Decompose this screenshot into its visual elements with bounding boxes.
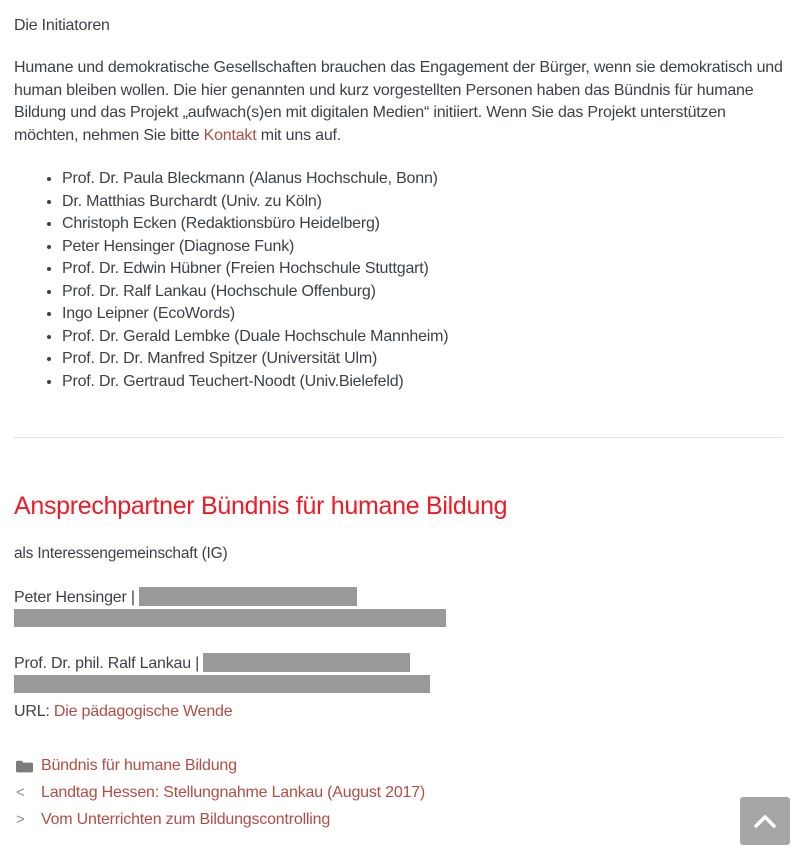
contact-ralf-lankau [14,653,783,697]
contact-peter-hensinger [14,587,783,631]
contact-name: Peter Hensinger | [14,589,135,606]
category-row [16,755,783,777]
post-footer-meta [16,755,783,831]
next-post-row [16,809,783,831]
chevron-right-icon: > [16,811,25,828]
intro-paragraph-after: mit uns auf. [256,126,342,144]
url-line [14,701,783,723]
initiator-item: • Prof. Dr. Gerald Lembke (Duale Hochschule Mannheim) [62,326,783,349]
initiators-list [14,168,783,393]
section-divider [14,437,783,438]
initiator-item: • Prof. Dr. Dr. Manfred Spitzer (Universität Ulm) [62,348,783,371]
paedagogische-wende-link[interactable]: Die pädagogische Wende [53,703,233,720]
initiator-item: • Prof. Dr. Gertraud Teuchert-Noodt (Univ.Bielefeld) [62,371,783,394]
initiator-item: • Dr. Matthias Burchardt (Univ. zu Köln) [62,191,783,214]
url-label: URL: [14,703,50,720]
contact-name: Prof. Dr. phil. Ralf Lankau | [14,655,200,672]
initiator-item: • Christoph Ecken (Redaktionsbüro Heidelberg) [62,213,783,236]
contact-section-title: Ansprechpartner Bündnis für humane Bildung [14,492,508,520]
scroll-to-top-button[interactable] [740,797,790,845]
ig-subtitle: als Interessengemeinschaft (IG) [14,545,228,562]
intro-paragraph-before: Humane und demokratische Gesellschaften brauchen das Engagement der Bürger, wenn sie demokratisch und human bleiben wollen. Die hier genannten und kurz vorgestellten Personen haben das Bündnis für humane Bildung und das Projekt „aufwach(s)en mit digitalen Medien“ initiiert. Wenn Sie das Projekt unterstützen möchten, nehmen Sie bitte [14,59,783,144]
next-post-link[interactable]: Vom Unterrichten zum Bildungscontrolling [41,811,331,828]
folder-icon [16,760,41,773]
intro-paragraph [14,57,783,147]
intro-title: Die Initiatoren [14,17,110,34]
redacted-contact-info [139,587,357,606]
initiator-item: • Prof. Dr. Paula Bleckmann (Alanus Hochschule, Bonn) [62,168,783,191]
initiator-item: • Prof. Dr. Edwin Hübner (Freien Hochschule Stuttgart) [62,258,783,281]
initiator-item: • Prof. Dr. Ralf Lankau (Hochschule Offenburg) [62,281,783,304]
redacted-contact-info [203,653,410,672]
kontakt-link[interactable]: Kontakt [203,126,257,144]
initiator-item: • Ingo Leipner (EcoWords) [62,303,783,326]
redacted-contact-info [14,675,430,693]
chevron-left-icon: < [16,784,25,801]
prev-post-link[interactable]: Landtag Hessen: Stellungnahme Lankau (August 2017) [41,784,426,801]
chevron-up-icon [752,813,778,829]
initiator-item: • Peter Hensinger (Diagnose Funk) [62,236,783,259]
category-link[interactable]: Bündnis für humane Bildung [41,757,237,774]
prev-post-row [16,782,783,804]
redacted-contact-info [14,609,446,627]
